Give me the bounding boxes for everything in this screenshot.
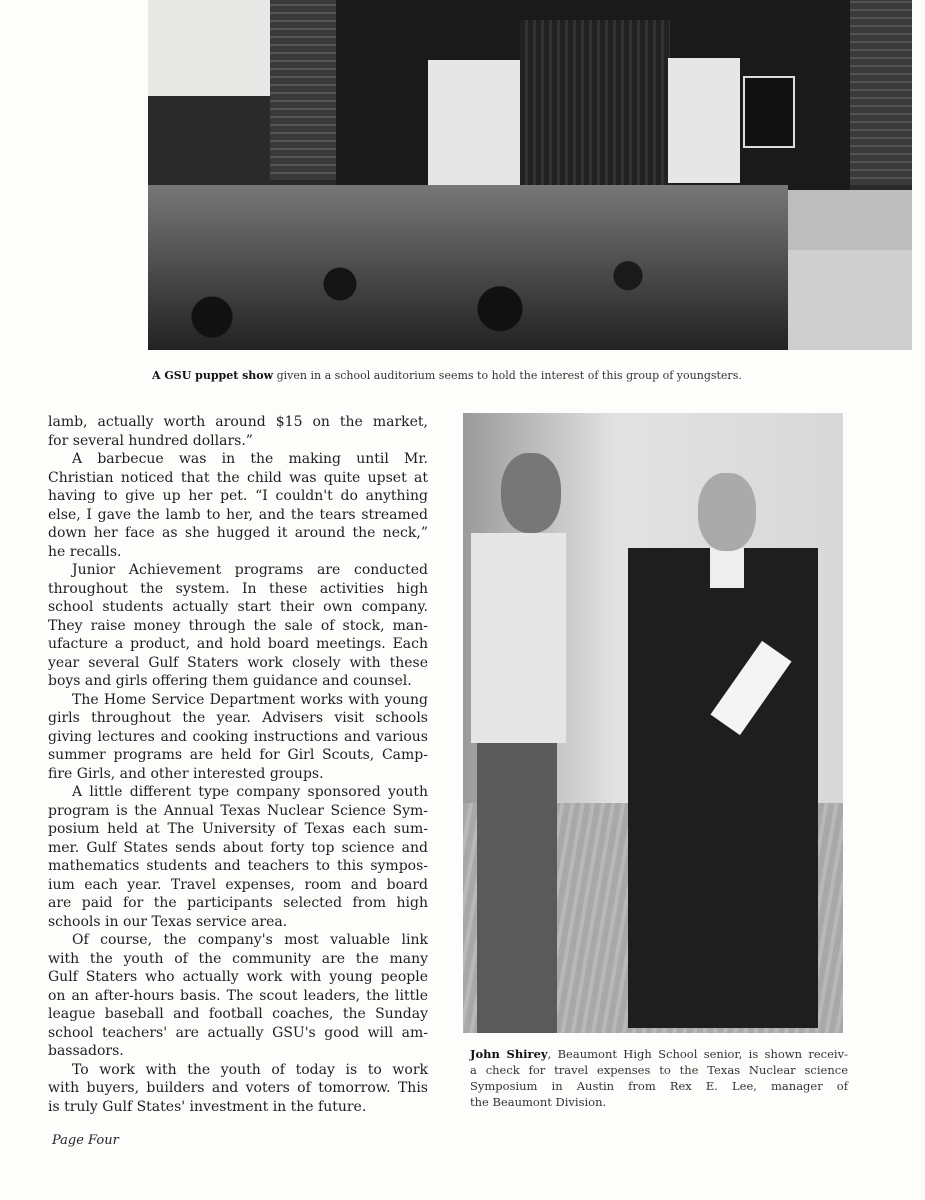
text-line: girls throughout the year. Advisers visit schools: [48, 710, 428, 726]
text-line: for several hundred dollars.”: [48, 432, 253, 449]
text-line: year several Gulf Staters work closely with these: [48, 654, 428, 671]
text-line: mer. Gulf States sends about forty top science and: [48, 839, 428, 856]
manager-figure: [628, 473, 818, 1033]
text-line: lamb, actually worth around $15 on the market,: [48, 414, 428, 430]
text-line: are paid for the participants selected from high: [48, 895, 428, 911]
text-line: is truly Gulf States' investment in the future.: [48, 1098, 367, 1115]
text-line: with buyers, builders and voters of tomorrow. This: [48, 1080, 428, 1096]
text-line: league baseball and football coaches, the Sunday: [48, 1006, 428, 1022]
stage-panel: [668, 58, 740, 183]
puppet-sign: [743, 76, 795, 148]
caption-bold: A GSU puppet show: [152, 369, 274, 382]
caption-text: , Beaumont High School senior, is shown receiv-: [547, 1047, 848, 1061]
article-paragraph: [48, 450, 428, 561]
text-line: fire Girls, and other interested groups.: [48, 765, 324, 782]
text-line: Of course, the company's most valuable link: [72, 932, 428, 948]
article-paragraph: [48, 1061, 428, 1117]
caption-line: [470, 1046, 848, 1062]
bottom-photo-caption: [470, 1046, 848, 1110]
projection-screen: [148, 0, 270, 96]
article-paragraph: [48, 561, 428, 691]
student-figure: [471, 453, 571, 1033]
caption-text: given in a school auditorium seems to hold the interest of this group of youngsters.: [273, 369, 742, 382]
text-line: ium each year. Travel expenses, room and board: [48, 876, 428, 893]
text-line: They raise money through the sale of stock, man-: [48, 617, 428, 634]
text-line: giving lectures and cooking instructions and various: [48, 728, 428, 745]
text-line: he recalls.: [48, 543, 122, 560]
text-line: with the youth of the community are the many: [48, 950, 428, 967]
text-line: mathematics students and teachers to this sympos-: [48, 858, 428, 874]
text-line: down her face as she hugged it around the neck,”: [48, 525, 428, 541]
caption-line: a check for travel expenses to the Texas Nuclear science: [470, 1063, 848, 1077]
check-presentation-photo: [463, 413, 843, 1033]
page-number: Page Four: [52, 1133, 119, 1148]
text-line: else, I gave the lamb to her, and the tears streamed: [48, 506, 428, 523]
top-photo-caption: [152, 368, 852, 384]
article-paragraph: [48, 783, 428, 931]
article-column: [48, 413, 428, 1116]
text-line: A little different type company sponsored youth: [72, 784, 428, 800]
puppet-show-photo: [148, 0, 912, 350]
brick-wall-right: [850, 0, 912, 185]
text-line: A barbecue was in the making until Mr.: [72, 451, 428, 467]
text-line: having to give up her pet. “I couldn't do anything: [48, 488, 428, 504]
article-paragraph: [48, 931, 428, 1061]
text-line: To work with the youth of today is to work: [72, 1061, 428, 1078]
caption-bold: John Shirey: [470, 1047, 548, 1061]
article-paragraph: [48, 691, 428, 784]
text-line: Christian noticed that the child was quite upset at: [48, 469, 428, 486]
text-line: summer programs are held for Girl Scouts, Camp-: [48, 747, 428, 763]
text-line: program is the Annual Texas Nuclear Science Sym-: [48, 802, 428, 819]
text-line: schools in our Texas service area.: [48, 913, 288, 930]
text-line: throughout the system. In these activities high: [48, 580, 428, 597]
article-paragraph: [48, 413, 428, 450]
text-line: Junior Achievement programs are conducted: [72, 562, 428, 578]
stage-panel: [428, 60, 520, 185]
text-line: The Home Service Department works with young: [72, 691, 428, 708]
caption-line: the Beaumont Division.: [470, 1095, 607, 1109]
text-line: Gulf Staters who actually work with young people: [48, 969, 428, 985]
text-line: on an after-hours basis. The scout leaders, the little: [48, 987, 428, 1004]
audience: [148, 185, 788, 350]
text-line: ufacture a product, and hold board meetings. Each: [48, 636, 428, 652]
text-line: bassadors.: [48, 1043, 124, 1059]
brick-wall-left: [270, 0, 336, 180]
text-line: posium held at The University of Texas each sum-: [48, 821, 428, 837]
text-line: boys and girls offering them guidance and counsel.: [48, 673, 412, 689]
caption-line: Symposium in Austin from Rex E. Lee, manager of: [470, 1079, 848, 1093]
puppet-theater-curtain: [520, 20, 670, 185]
aisle: [788, 250, 912, 350]
text-line: school teachers' are actually GSU's good will am-: [48, 1024, 428, 1041]
text-line: school students actually start their own company.: [48, 599, 428, 615]
